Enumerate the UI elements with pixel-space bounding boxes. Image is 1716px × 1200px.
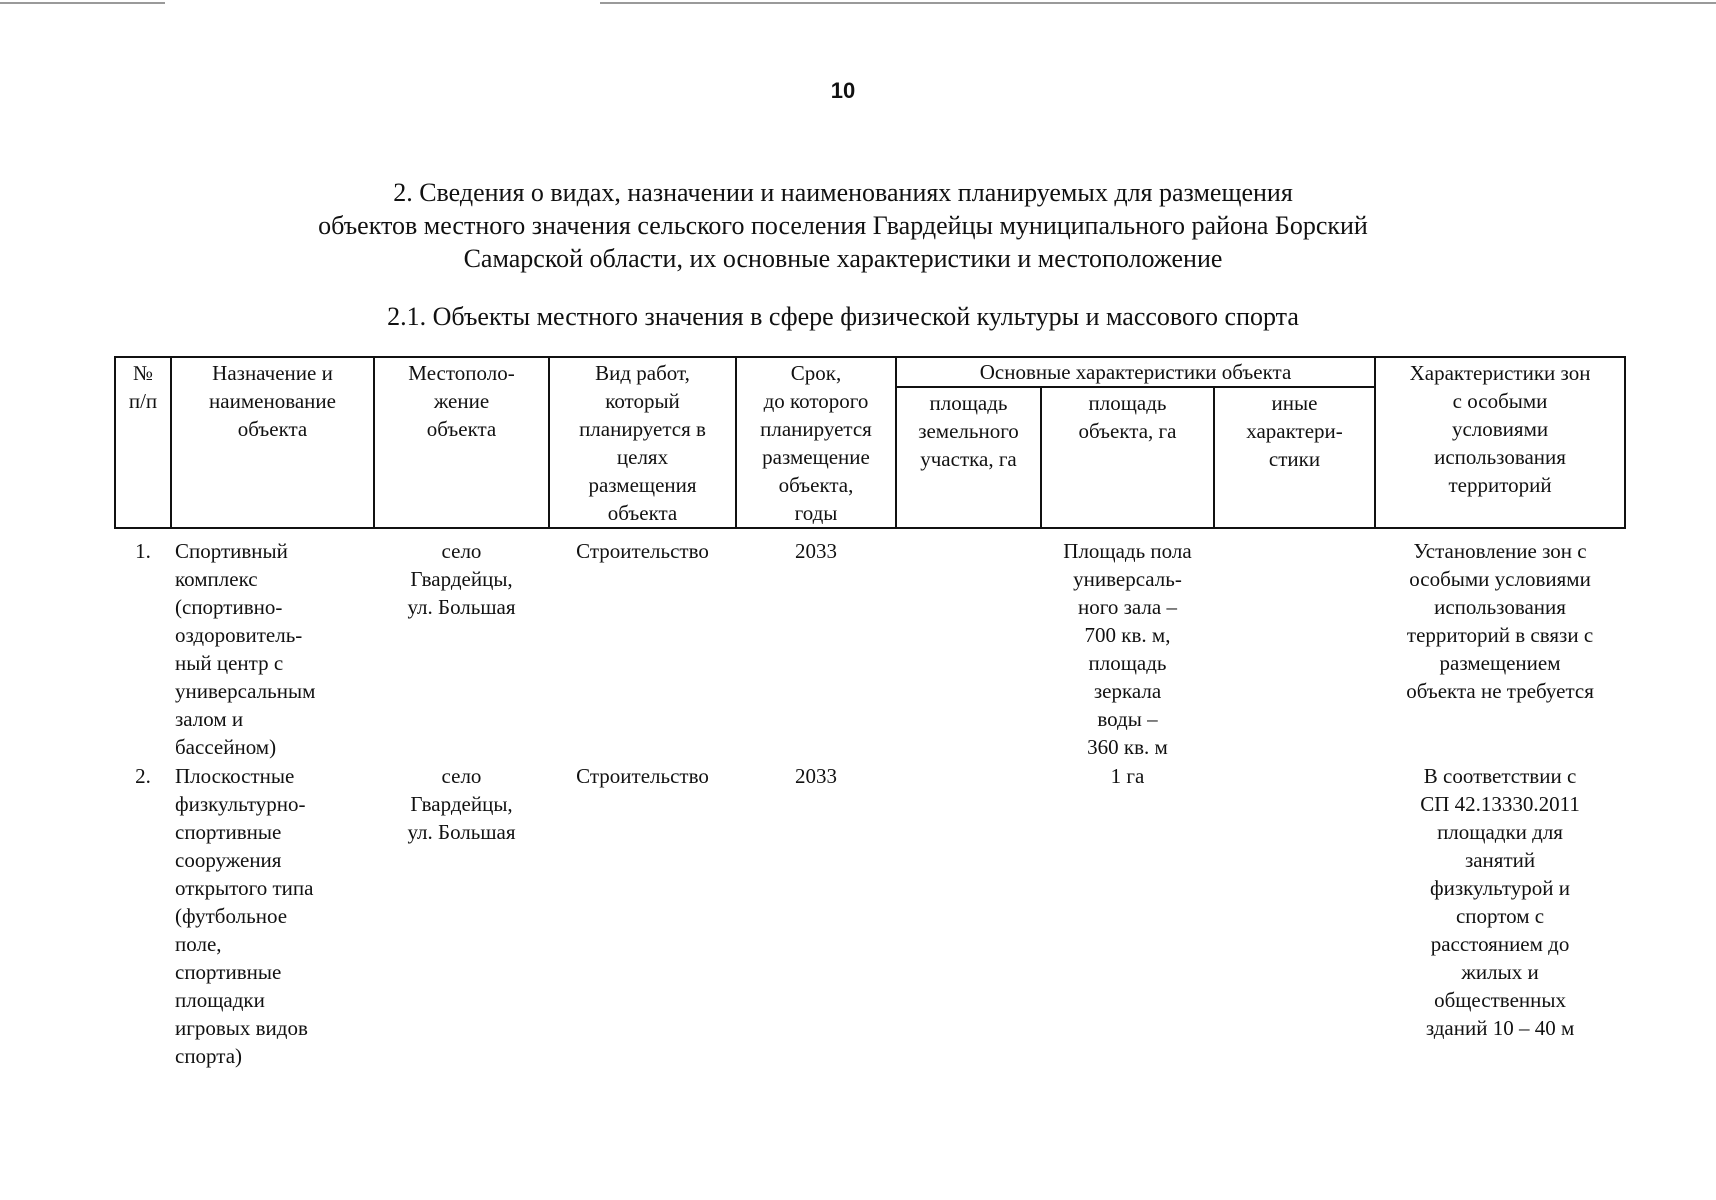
text-line: оздоровитель- bbox=[175, 623, 303, 647]
text-line: целях bbox=[616, 445, 669, 469]
header-work-type bbox=[549, 357, 736, 528]
text-line: размещением bbox=[1439, 651, 1561, 675]
text-line: (спортивно- bbox=[175, 595, 283, 619]
text-line: открытого типа bbox=[175, 876, 314, 900]
cell-location bbox=[374, 528, 549, 761]
text-line: объекта, bbox=[778, 473, 854, 497]
text-line: зданий 10 – 40 м bbox=[1425, 1016, 1575, 1040]
text-line: № bbox=[132, 361, 154, 385]
cell-num: 2. bbox=[135, 764, 151, 788]
text-line: Характеристики зон bbox=[1409, 361, 1591, 385]
text-line: стики bbox=[1268, 447, 1321, 472]
section-title-line: 2. Сведения о видах, назначении и наименованиях планируемых для размещения bbox=[393, 178, 1293, 207]
text-line: иные bbox=[1271, 391, 1318, 416]
cell-term: 2033 bbox=[795, 764, 837, 788]
text-line: спортивные bbox=[175, 960, 282, 984]
text-line: площадь bbox=[1088, 651, 1167, 675]
header-other bbox=[1214, 387, 1375, 528]
text-line: Спортивный bbox=[175, 539, 288, 563]
page-number: 10 bbox=[830, 78, 856, 103]
text-line: Вид работ, bbox=[595, 361, 690, 385]
header-characteristics: Основные характеристики объекта bbox=[896, 357, 1375, 387]
text-line: объекта не требуется bbox=[1406, 679, 1594, 703]
text-line: 1 га bbox=[1110, 764, 1145, 788]
text-line: жилых и bbox=[1461, 960, 1539, 984]
cell-work-type: Строительство bbox=[576, 764, 709, 788]
table-header-row bbox=[115, 357, 1625, 387]
text-line: Площадь пола bbox=[1063, 539, 1192, 563]
text-line: СП 42.13330.2011 bbox=[1420, 792, 1580, 816]
text-line: площадки bbox=[175, 988, 265, 1012]
objects-table bbox=[114, 356, 1626, 1070]
cell-zones bbox=[1375, 528, 1625, 761]
text-line: ного зала – bbox=[1078, 595, 1177, 619]
text-line: село bbox=[441, 764, 482, 788]
text-line: до которого bbox=[763, 389, 869, 413]
header-object-area bbox=[1041, 387, 1214, 528]
scan-edge-line bbox=[600, 2, 1716, 4]
text-line: территорий в связи с bbox=[1406, 623, 1594, 647]
text-line: Гвардейцы, bbox=[410, 792, 513, 816]
text-line: характери- bbox=[1246, 419, 1343, 444]
cell-name bbox=[171, 761, 374, 1070]
text-line: универсаль- bbox=[1073, 567, 1182, 591]
cell-other bbox=[1214, 528, 1375, 761]
text-line: земельного bbox=[918, 419, 1019, 444]
text-line: зеркала bbox=[1093, 679, 1162, 703]
text-line: спорта) bbox=[175, 1044, 243, 1068]
text-line: планируется в bbox=[579, 417, 706, 441]
text-line: п/п bbox=[128, 389, 158, 413]
text-line: площадь bbox=[929, 391, 1008, 416]
text-line: годы bbox=[794, 501, 838, 525]
cell-num: 1. bbox=[135, 539, 151, 563]
text-line: универсальным bbox=[175, 679, 316, 703]
text-line: условиями bbox=[1451, 417, 1549, 441]
text-line: спортом с bbox=[1455, 904, 1545, 928]
text-line: планируется bbox=[760, 417, 872, 441]
text-line: объекта bbox=[426, 417, 497, 441]
cell-zones bbox=[1375, 761, 1625, 1070]
text-line: Плоскостные bbox=[175, 764, 295, 788]
section-title-line: Самарской области, их основные характеристики и местоположение bbox=[463, 244, 1223, 273]
text-line: Срок, bbox=[790, 361, 842, 385]
table-row bbox=[115, 528, 1625, 761]
text-line: объекта, га bbox=[1078, 419, 1177, 444]
header-num bbox=[115, 357, 171, 528]
table-row bbox=[115, 761, 1625, 1070]
text-line: 700 кв. м, bbox=[1084, 623, 1171, 647]
text-line: залом и bbox=[175, 707, 244, 731]
cell-object-area bbox=[1041, 761, 1214, 1070]
text-line: Установление зон с bbox=[1413, 539, 1587, 563]
text-line: ул. Большая bbox=[407, 820, 516, 844]
text-line: наименование bbox=[209, 389, 336, 413]
text-line: расстоянием до bbox=[1430, 932, 1570, 956]
text-line: спортивные bbox=[175, 820, 282, 844]
text-line: участка, га bbox=[920, 447, 1017, 472]
cell-name bbox=[171, 528, 374, 761]
text-line: общественных bbox=[1434, 988, 1566, 1012]
text-line: Местополо- bbox=[408, 361, 515, 385]
cell-object-area bbox=[1041, 528, 1214, 761]
text-line: физкультурно- bbox=[175, 792, 306, 816]
text-line: особыми условиями bbox=[1409, 567, 1591, 591]
text-line: с особыми bbox=[1452, 389, 1548, 413]
text-line: ный центр с bbox=[175, 651, 284, 675]
header-name bbox=[171, 357, 374, 528]
text-line: ул. Большая bbox=[407, 595, 516, 619]
cell-land-area bbox=[896, 528, 1041, 761]
text-line: Гвардейцы, bbox=[410, 567, 513, 591]
text-line: (футбольное bbox=[175, 904, 288, 928]
text-line: который bbox=[605, 389, 680, 413]
text-line: площадки для bbox=[1437, 820, 1563, 844]
section-title bbox=[0, 176, 1686, 275]
cell-other bbox=[1214, 761, 1375, 1070]
text-line: территорий bbox=[1448, 473, 1552, 497]
scan-edge-line bbox=[0, 2, 165, 4]
text-line: площадь bbox=[1088, 391, 1167, 416]
text-line: использования bbox=[1434, 595, 1566, 619]
section-title-line: объектов местного значения сельского поселения Гвардейцы муниципального района Борский bbox=[318, 211, 1368, 240]
header-location bbox=[374, 357, 549, 528]
header-term bbox=[736, 357, 896, 528]
text-line: комплекс bbox=[175, 567, 258, 591]
text-line: воды – bbox=[1097, 707, 1158, 731]
text-line: поле, bbox=[175, 932, 222, 956]
text-line: использования bbox=[1434, 445, 1566, 469]
text-line: 360 кв. м bbox=[1087, 735, 1168, 759]
text-line: размещения bbox=[588, 473, 697, 497]
cell-term: 2033 bbox=[795, 539, 837, 563]
text-line: объекта bbox=[607, 501, 678, 525]
cell-land-area bbox=[896, 761, 1041, 1070]
header-land-area bbox=[896, 387, 1041, 528]
text-line: занятий bbox=[1464, 848, 1536, 872]
text-line: жение bbox=[433, 389, 490, 413]
text-line: объекта bbox=[237, 417, 308, 441]
text-line: игровых видов bbox=[175, 1016, 308, 1040]
cell-location bbox=[374, 761, 549, 1070]
text-line: размещение bbox=[762, 445, 870, 469]
subsection-title: 2.1. Объекты местного значения в сфере физической культуры и массового спорта bbox=[387, 302, 1299, 331]
text-line: бассейном) bbox=[175, 735, 277, 759]
text-line: сооружения bbox=[175, 848, 282, 872]
text-line: В соответствии с bbox=[1423, 764, 1577, 788]
text-line: физкультурой и bbox=[1430, 876, 1571, 900]
header-zones bbox=[1375, 357, 1625, 528]
cell-work-type: Строительство bbox=[576, 539, 709, 563]
text-line: Назначение и bbox=[212, 361, 333, 385]
text-line: село bbox=[441, 539, 482, 563]
